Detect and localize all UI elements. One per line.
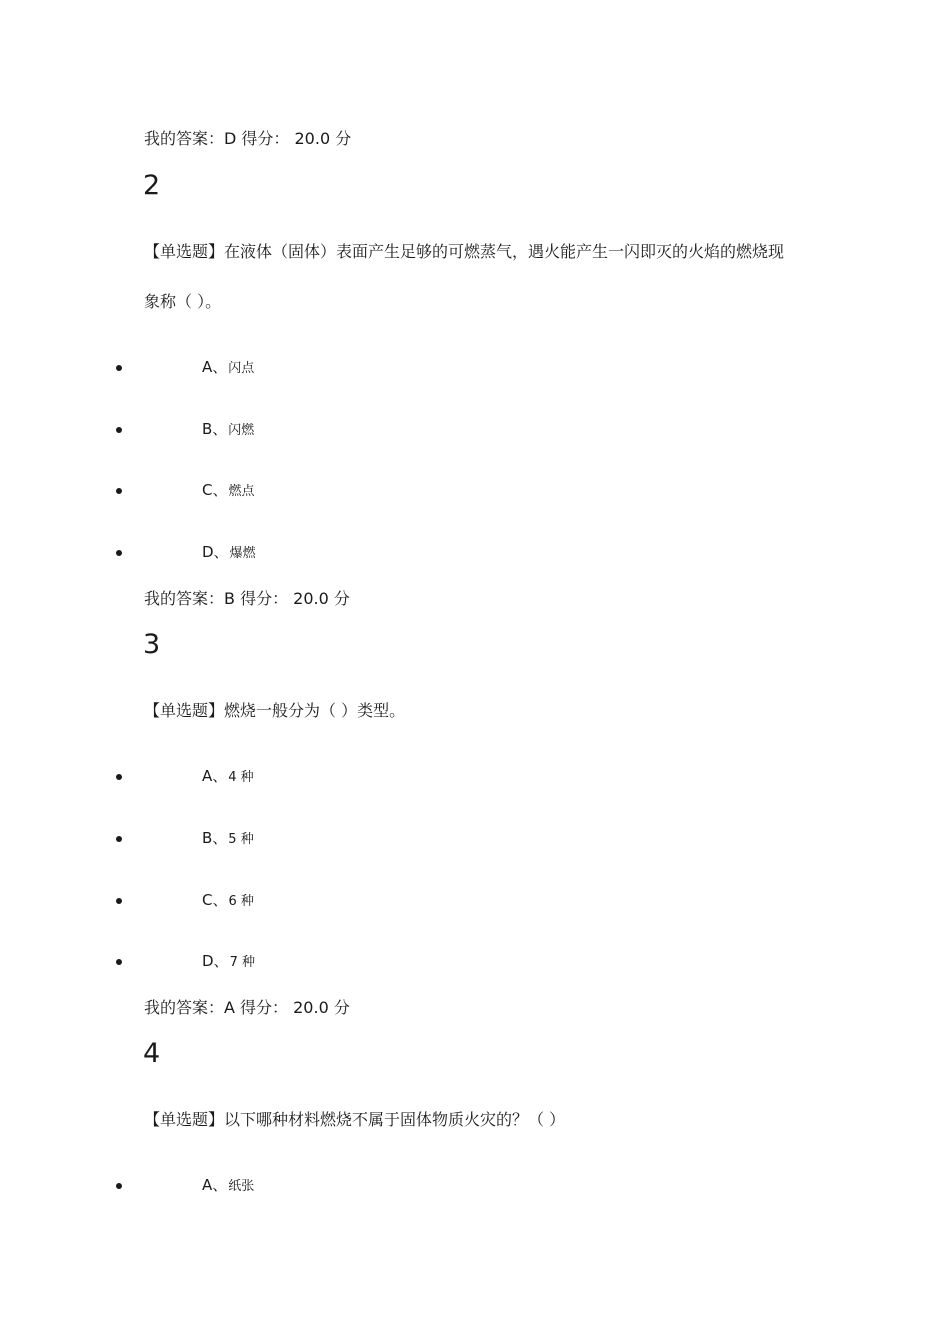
option-text: 燃点 bbox=[228, 484, 255, 499]
option-text: 爆燃 bbox=[229, 546, 256, 561]
q3-question-line1: 【单选题】燃烧一般分为（ ）类型。 bbox=[144, 701, 406, 720]
q2-number: 2 bbox=[143, 170, 161, 201]
q2-question-line1: 【单选题】在液体（固体）表面产生足够的可燃蒸气，遇火能产生一闪即灭的火焰的燃烧现 bbox=[144, 242, 785, 261]
option-letter: A、 bbox=[202, 358, 228, 376]
bullet-icon bbox=[116, 836, 122, 842]
option-text: 4 种 bbox=[228, 770, 254, 785]
bullet-icon bbox=[116, 1183, 122, 1189]
option-letter: A、 bbox=[202, 767, 228, 785]
option-letter: C、 bbox=[202, 481, 228, 499]
option-letter: D、 bbox=[202, 952, 229, 970]
option-text: 闪燃 bbox=[228, 423, 255, 438]
option-letter: B、 bbox=[202, 420, 228, 438]
q2-question-line2: 象称（ ）。 bbox=[144, 292, 222, 311]
bullet-icon bbox=[116, 774, 122, 780]
q4-question-line1: 【单选题】以下哪种材料燃烧不属于固体物质火灾的？（ ） bbox=[144, 1110, 566, 1129]
option-text: 闪点 bbox=[228, 361, 255, 376]
bullet-icon bbox=[116, 427, 122, 433]
option-text: 6 种 bbox=[228, 894, 254, 909]
option-text: 7 种 bbox=[229, 955, 255, 970]
option-letter: A、 bbox=[202, 1176, 228, 1194]
q3-number: 3 bbox=[143, 629, 161, 660]
option-text: 纸张 bbox=[228, 1179, 255, 1194]
q1-answer-line: 我的答案：D 得分： 20.0 分 bbox=[144, 129, 352, 148]
q2-answer-line: 我的答案：B 得分： 20.0 分 bbox=[144, 589, 350, 608]
bullet-icon bbox=[116, 365, 122, 371]
option-letter: B、 bbox=[202, 829, 228, 847]
bullet-icon bbox=[116, 959, 122, 965]
option-letter: C、 bbox=[202, 891, 228, 909]
bullet-icon bbox=[116, 488, 122, 494]
option-text: 5 种 bbox=[228, 832, 254, 847]
q4-number: 4 bbox=[143, 1038, 161, 1069]
bullet-icon bbox=[116, 898, 122, 904]
q3-answer-line: 我的答案：A 得分： 20.0 分 bbox=[144, 998, 350, 1017]
bullet-icon bbox=[116, 550, 122, 556]
option-letter: D、 bbox=[202, 543, 229, 561]
